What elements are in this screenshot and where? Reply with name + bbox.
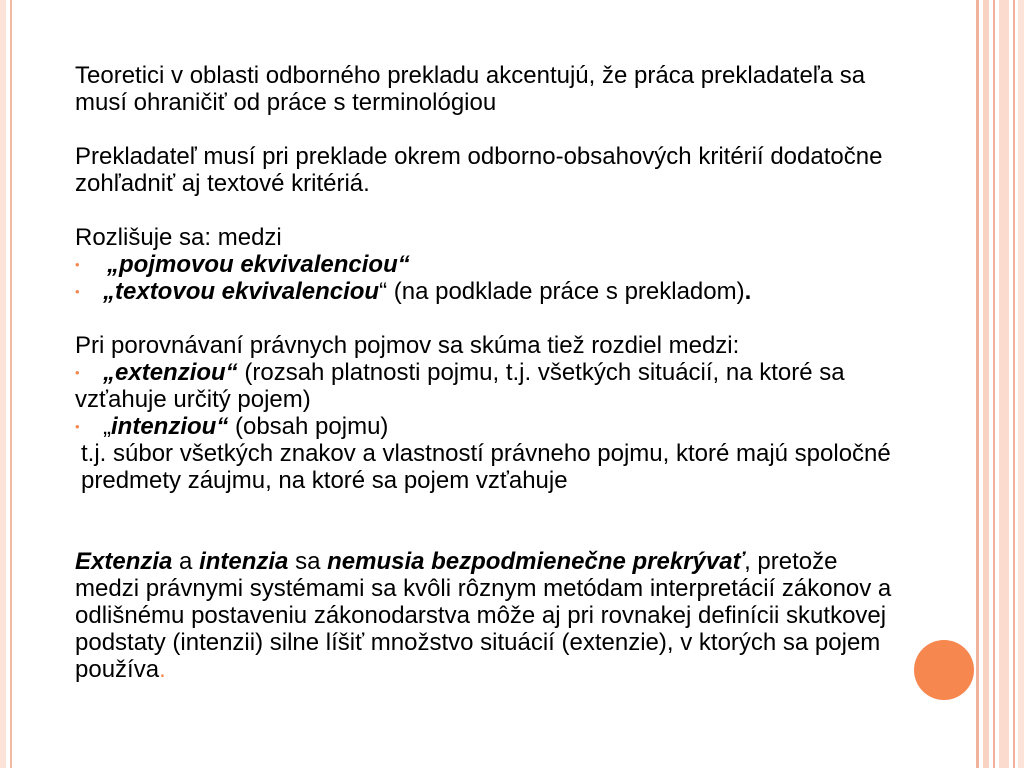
orange-period: . — [159, 656, 166, 683]
slide-content — [75, 62, 905, 683]
paragraph-4-intro: Pri porovnávaní právnych pojmov sa skúma tiež rozdiel medzi: — [75, 332, 740, 359]
bullet-item — [75, 278, 905, 305]
paragraph-6 — [75, 548, 905, 683]
bullet-text: (rozsah platnosti pojmu, t.j. všetkých situácií, na ktoré sa vzťahuje určitý pojem) — [75, 359, 845, 413]
right-stripe — [1018, 0, 1024, 768]
bullet-icon: • — [75, 257, 80, 272]
paragraph-1: Teoretici v oblasti odborného prekladu akcentujú, že práca prekladateľa sa musí ohraničiť od práce s terminológiou — [75, 62, 866, 116]
term-intenzia: intenzia — [199, 548, 289, 575]
term-prekryvat: nemusia bezpodmienečne prekrývať — [327, 548, 745, 575]
bullet-text: (obsah pojmu) — [228, 413, 389, 440]
bullet-icon: • — [75, 365, 80, 380]
right-stripe — [983, 0, 989, 768]
bullet-item — [75, 413, 905, 440]
text-span: sa — [288, 548, 328, 575]
right-stripe — [1013, 0, 1015, 768]
orange-circle-decoration — [914, 640, 974, 700]
paragraph-5: t.j. súbor všetkých znakov a vlastností právneho pojmu, ktoré majú spoločné predmety záujmu, na ktoré sa pojem vzťahuje — [81, 440, 891, 494]
bullet-term: „textovou ekvivalenciou — [103, 278, 380, 305]
term-extenzia: Extenzia — [75, 548, 173, 575]
bullet-term: „pojmovou ekvivalenciou“ — [107, 251, 410, 278]
bullet-item — [75, 251, 905, 278]
bullet-term: intenziou“ — [111, 413, 229, 440]
paragraph-2: Prekladateľ musí pri preklade okrem odborno-obsahových kritérií dodatočne zohľadniť aj textové kritériá. — [75, 143, 883, 197]
bullet-end: . — [744, 278, 752, 305]
bullet-item — [75, 359, 905, 413]
bullet-term: „extenziou“ — [103, 359, 238, 386]
right-stripe — [999, 0, 1009, 768]
bullet-icon: • — [75, 419, 80, 434]
bullet-open-quote: „ — [103, 413, 111, 440]
bullet-icon: • — [75, 284, 80, 299]
text-span: , pretože medzi právnymi systémami sa kvôli rôznym metódam interpretácií zákonov a odlišnému postaveniu zákonodarstva môže aj pri rovnakej definícii skutkovej podstaty (intenzii) silne líšiť množstvo situácií (extenzie), v ktorých sa pojem používa — [75, 548, 892, 683]
right-stripe — [976, 0, 979, 768]
right-stripe — [993, 0, 995, 768]
bullet-text: “ (na podklade práce s prekladom) — [379, 278, 745, 305]
left-border-decoration — [0, 0, 12, 768]
paragraph-3-intro: Rozlišuje sa: medzi — [75, 224, 282, 251]
text-span: a — [172, 548, 200, 575]
